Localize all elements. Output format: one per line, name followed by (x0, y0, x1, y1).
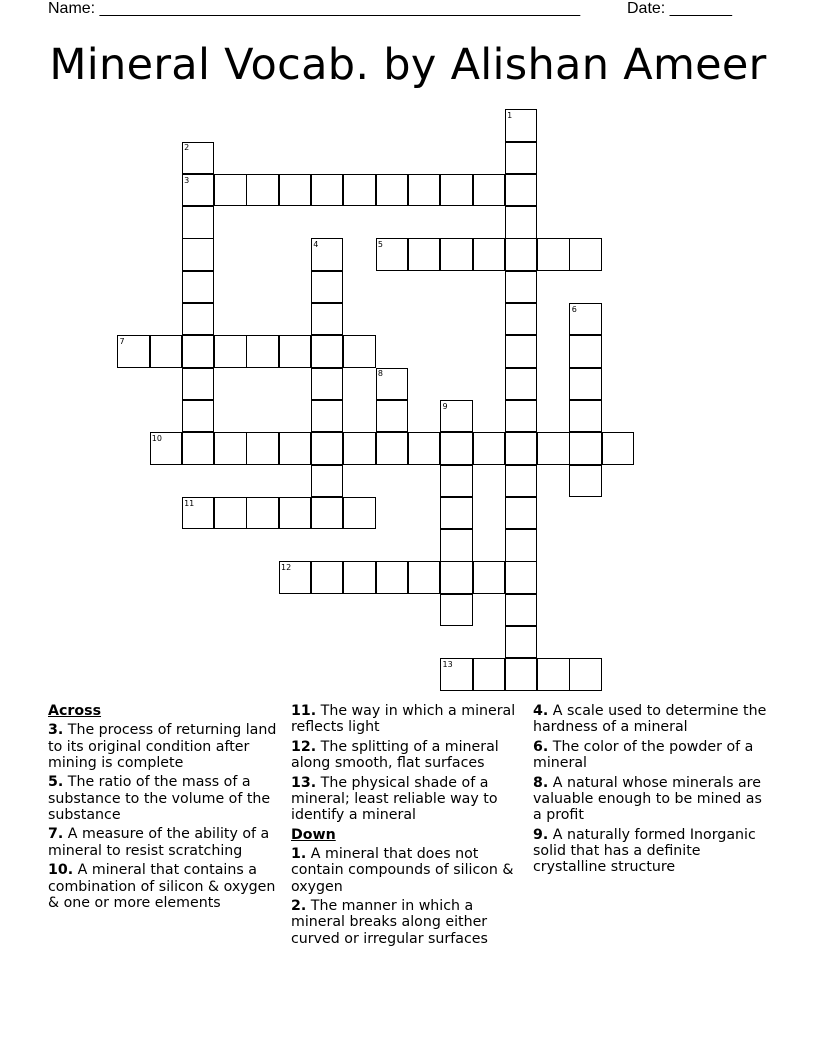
grid-cell[interactable] (311, 432, 343, 464)
clue-down-9: 9. A naturally formed Inorganic solid that has a definite crystalline structure (533, 826, 756, 876)
grid-cell[interactable] (440, 174, 472, 206)
clue-across-10: 10. A mineral that contains a combination of silicon & oxygen & one or more elements (48, 862, 276, 911)
clues-column-1 (48, 703, 284, 914)
grid-cell[interactable] (537, 658, 569, 690)
clue-number: 2 (184, 143, 190, 153)
grid-cell[interactable] (408, 238, 440, 270)
clue-across-7: 7. A measure of the ability of a mineral to resist scratching (48, 826, 270, 859)
grid-cell[interactable] (569, 432, 601, 464)
clue-across-3: 3. The process of returning land to its original condition after mining is complete (48, 722, 277, 771)
grid-cell[interactable] (246, 174, 278, 206)
date-field[interactable]: Date: _______ (627, 0, 732, 17)
grid-cell[interactable] (311, 465, 343, 497)
grid-cell[interactable] (408, 561, 440, 593)
grid-cell[interactable] (440, 497, 472, 529)
grid-cell[interactable] (214, 432, 246, 464)
across-heading: Across (48, 703, 102, 719)
clue-across-11: 11. The way in which a mineral reflects light (291, 703, 516, 736)
grid-cell[interactable] (343, 561, 375, 593)
grid-cell[interactable] (246, 432, 278, 464)
grid-cell[interactable] (311, 400, 343, 432)
grid-cell[interactable] (505, 271, 537, 303)
grid-cell[interactable] (343, 432, 375, 464)
grid-cell[interactable] (505, 497, 537, 529)
grid-cell[interactable] (182, 303, 214, 335)
grid-cell[interactable] (569, 335, 601, 367)
grid-cell[interactable] (440, 594, 472, 626)
clue-across-12: 12. The splitting of a mineral along smooth, flat surfaces (291, 738, 499, 772)
grid-cell[interactable] (505, 594, 537, 626)
grid-cell[interactable] (311, 497, 343, 529)
clue-number: 10 (151, 434, 162, 443)
grid-cell[interactable] (311, 303, 343, 335)
grid-cell[interactable] (569, 400, 601, 432)
grid-cell[interactable] (279, 335, 311, 367)
grid-cell[interactable] (569, 658, 601, 690)
grid-cell[interactable] (408, 174, 440, 206)
grid-cell[interactable] (343, 335, 375, 367)
grid-cell[interactable] (473, 432, 505, 464)
grid-cell[interactable] (376, 174, 408, 206)
grid-cell[interactable] (505, 432, 537, 464)
clue-number: 9 (442, 401, 448, 411)
grid-cell[interactable] (440, 465, 472, 497)
grid-cell[interactable] (311, 174, 343, 206)
grid-cell[interactable] (311, 335, 343, 367)
grid-cell[interactable] (537, 432, 569, 464)
grid-cell[interactable] (440, 238, 472, 270)
grid-cell[interactable] (505, 626, 537, 658)
grid-cell[interactable] (602, 432, 634, 464)
grid-cell[interactable] (311, 271, 343, 303)
clue-number: 8 (377, 369, 383, 379)
page-title: Mineral Vocab. by Alishan Ameer (49, 40, 767, 90)
grid-cell[interactable] (505, 206, 537, 238)
grid-cell[interactable] (537, 238, 569, 270)
clues-column-3 (533, 703, 773, 879)
clue-down-1: 1. A mineral that does not contain compounds of silicon & oxygen (291, 845, 514, 895)
clue-number: 6 (571, 304, 577, 314)
name-field[interactable]: Name: ______________________________________________________ (48, 0, 581, 17)
grid-cell[interactable] (440, 432, 472, 464)
grid-cell[interactable] (505, 174, 537, 206)
grid-cell[interactable] (473, 174, 505, 206)
grid-cell[interactable] (214, 497, 246, 529)
grid-cell[interactable] (505, 142, 537, 174)
clue-down-6: 6. The color of the powder of a mineral (533, 738, 754, 772)
clue-across-5: 5. The ratio of the mass of a substance to the volume of the substance (48, 774, 271, 823)
grid-cell[interactable] (569, 465, 601, 497)
grid-cell[interactable] (473, 658, 505, 690)
grid-cell[interactable] (505, 529, 537, 561)
grid-cell[interactable] (376, 432, 408, 464)
grid-cell[interactable] (376, 561, 408, 593)
grid-cell[interactable] (311, 368, 343, 400)
clue-number: 11 (184, 498, 195, 508)
grid-cell[interactable] (182, 238, 214, 270)
grid-cell[interactable] (182, 368, 214, 400)
grid-cell[interactable] (182, 206, 214, 238)
grid-cell[interactable] (279, 174, 311, 206)
grid-cell[interactable] (214, 174, 246, 206)
clue-number: 12 (281, 563, 292, 573)
grid-cell[interactable] (505, 400, 537, 432)
down-heading: Down (291, 826, 336, 843)
grid-cell[interactable] (182, 400, 214, 432)
grid-cell[interactable] (569, 368, 601, 400)
clues-column-2 (291, 703, 527, 950)
clue-number: 1 (507, 111, 513, 120)
grid-cell[interactable] (214, 335, 246, 367)
clue-down-2: 2. The manner in which a mineral breaks along either curved or irregular surfaces (291, 898, 488, 947)
grid-cell[interactable] (505, 335, 537, 367)
grid-cell[interactable] (343, 497, 375, 529)
grid-cell[interactable] (505, 561, 537, 593)
grid-cell[interactable] (343, 174, 375, 206)
clue-number: 3 (184, 175, 190, 185)
clue-number: 5 (377, 240, 383, 250)
grid-cell[interactable] (440, 561, 472, 593)
grid-cell[interactable] (182, 335, 214, 367)
grid-cell[interactable] (569, 238, 601, 270)
grid-cell[interactable] (311, 561, 343, 593)
clue-down-8: 8. A natural whose minerals are valuable enough to be mined as a profit (533, 774, 762, 824)
grid-cell[interactable] (505, 368, 537, 400)
clue-down-4: 4. A scale used to determine the hardness of a mineral (533, 703, 767, 736)
grid-cell[interactable] (505, 658, 537, 690)
grid-cell[interactable] (408, 432, 440, 464)
grid-cell[interactable] (473, 238, 505, 270)
grid-cell[interactable] (505, 465, 537, 497)
grid-cell[interactable] (246, 335, 278, 367)
grid-cell[interactable] (279, 497, 311, 529)
grid-cell[interactable] (505, 238, 537, 270)
grid-cell[interactable] (376, 400, 408, 432)
clue-across-13: 13. The physical shade of a mineral; least reliable way to identify a mineral (291, 774, 498, 824)
grid-cell[interactable] (182, 271, 214, 303)
grid-cell[interactable] (246, 497, 278, 529)
clue-number: 4 (313, 240, 319, 250)
grid-cell[interactable] (150, 335, 182, 367)
grid-cell[interactable] (279, 432, 311, 464)
clue-number: 13 (442, 660, 453, 670)
grid-cell[interactable] (182, 432, 214, 464)
grid-cell[interactable] (473, 561, 505, 593)
grid-cell[interactable] (440, 529, 472, 561)
grid-cell[interactable] (505, 303, 537, 335)
clue-number: 7 (119, 337, 125, 347)
